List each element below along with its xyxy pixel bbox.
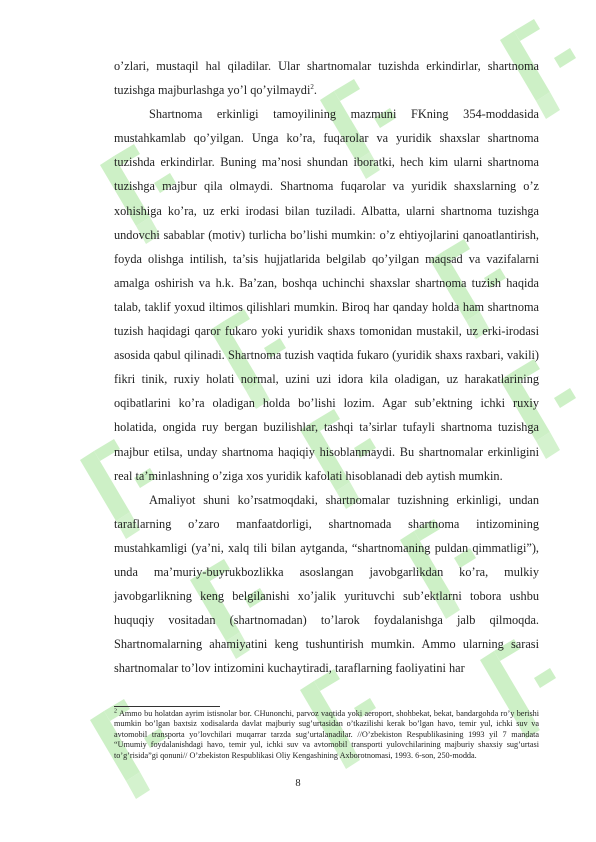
page-number: 8 bbox=[295, 778, 301, 789]
paragraph-1-text: o’zlari, mustaqil hal qiladilar. Ular shartnomalar tuzishda erkindirlar, shartnoma tuzishga majburlashga yo’l qo’yilmaydi bbox=[114, 59, 539, 98]
footnote-text: Ammo bu holatdan ayrim istisnolar bor. CHunonchi, parvoz vaqtida yoki aeroport, shohbekat, bekat, bandargohda ro’y berishi mumkin bo’lgan baxtsiz xodisalarda davlat majburiy sug’urtasidan o’tkazilishi kerak bo’lgan havo, temir yul, ichki suv va avtomobil transporta yo’lovchilari muqarrar tarzda sug’urtalanadilar. //O’zbekiston Respublikasining 1993 yil 7 mandata “Umumiy foydalanishdagi havo, temir yul, ichki suv va avtomobil transporti yulovchilarining majburiy shaxsiy sug’urtasi to’g’risida”gi qonuni// O’zbekiston Respublikasi Oliy Kengashining Axborotnomasi, 1993. 6-son, 250-modda. bbox=[114, 709, 539, 760]
main-text bbox=[114, 54, 539, 680]
footnote bbox=[114, 709, 539, 761]
paragraph-1 bbox=[114, 54, 539, 102]
paragraph-1-end: . bbox=[313, 83, 317, 98]
paragraph-3: Amaliyot shuni ko’rsatmoqdaki, shartnomalar tuzishning erkinligi, undan taraflarning o’zaro manfaatdorligi, shartnomada shartnoma intizomining mustahkamligi (ya’ni, xalq tili bilan aytganda, “shartnomaning puldan qimmatligi”), unda ma’muriy-buyrukbozlikka asoslangan javobgarlikdan ko’ra, mulkiy javobgarlikning keng belgilanishi xo’jalik yurituvchi sub’ektlarni tobora ushbu huquqiy vositadan (shartnomadan) to’larok foydalanishga jalb qilmoqda. Shartnomalarning ahamiyatini keng tushuntirish mumkin. Ammo ularning sarasi shartnomalar to’lov intizomini kuchaytiradi, taraflarning faoliyatini har bbox=[114, 492, 539, 676]
paragraph-2: Shartnoma erkinligi tamoyilining mazmuni FKning 354-moddasida mustahkamlab qo’yilgan. Unga ko’ra, fuqarolar va yuridik shaxslar shartnoma tuzishda erkindirlar. Buning ma’nosi shundan iboratki, hech kim ularni shartnoma tuzishga majbur qila olmaydi. Shartnoma fuqarolar va yuridik shaxslarning o’z xohishiga ko’ra, uz erki irodasi bilan tuziladi. Albatta, ularni shartnoma tuzishga undovchi sabablar (motiv) turlicha bo’lishi mumkin: o’z ehtiyojlarini qanoatlantirish, foyda olishga intilish, ta’sis hujjatlarida belgilab qo’yilgan maqsad va vazifalarni amalga oshirish va h.k. Ba’zan, boshqa uchinchi shaxslar shartnoma tuzish haqida talab, taklif yoxud iltimos qilishlari mumkin. Biroq har qanday holda ham shartnoma tuzish haqidagi qaror fukaro yoki yuridik shaxs tomonidan mustakil, uz erki-irodasi asosida qabul qilinadi. Shartnoma tuzish vaqtida fukaro (yuridik shaxs raxbari, vakili) fikri tinik, ruxiy holati normal, uzini uzi idora kila oladigan, uz harakatlarining oqibatlarini ko’ra oladigan holda bo’lishi lozim. Agar sub’ektning ichki ruxiy holatida, ongida ruy bergan buzilishlar, tashqi ta’sirlar tufayli shartnoma tuzishga majbur etilsa, unday shartnoma haqiqiy hisoblanmaydi. Bu shartnomalar erkinligini real ta’minlashning o’ziga xos yuridik kafolati hisoblanadi deb aytish mumkin. bbox=[114, 107, 539, 483]
footnote-divider bbox=[114, 706, 220, 707]
footnote-number: 2 bbox=[114, 708, 117, 715]
footnote-ref[interactable]: 2 bbox=[310, 83, 314, 91]
